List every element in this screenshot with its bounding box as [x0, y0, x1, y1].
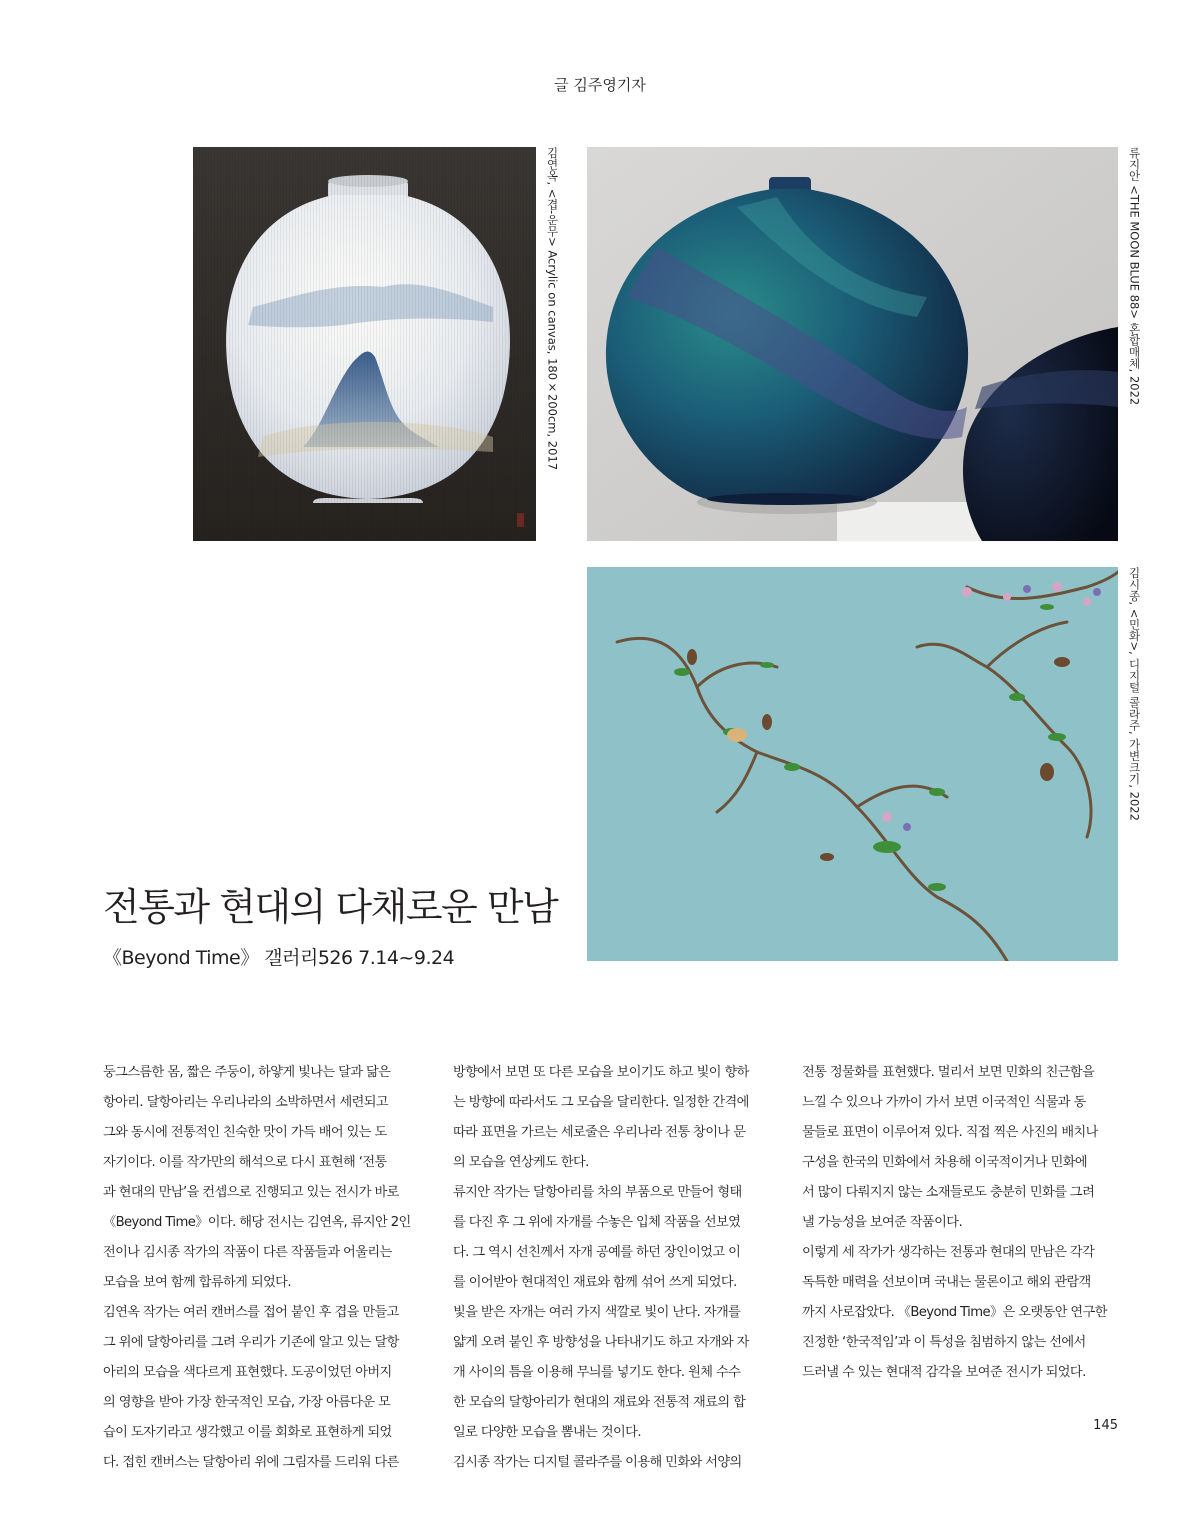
body-line: 빛을 받은 자개는 여러 가지 색깔로 빛이 난다. 자개를	[453, 1305, 741, 1320]
body-line: 의 영향을 받아 가장 한국적인 모습, 가장 아름다운 모	[103, 1395, 391, 1410]
body-line: 류지안 작가는 달항아리를 차의 부품으로 만들어 형태	[453, 1185, 742, 1200]
body-line: 드러낼 수 있는 현대적 감각을 보여준 전시가 되었다.	[802, 1365, 1086, 1380]
body-column-2	[453, 1058, 771, 1478]
body-line: 그 위에 달항아리를 그려 우리가 기존에 알고 있는 달항	[103, 1335, 399, 1350]
byline: 글 김주영기자	[554, 76, 646, 94]
body-line: 따라 표면을 가르는 세로줄은 우리나라 전통 창이나 문	[453, 1125, 746, 1140]
body-line: 자기이다. 이를 작가만의 해석으로 다시 표현해 ‘전통	[103, 1155, 387, 1170]
body-line: 다. 그 역시 선친께서 자개 공예를 하던 장인이었고 이	[453, 1245, 741, 1260]
body-line: 다. 접힌 캔버스는 달항아리 위에 그림자를 드리워 다른	[103, 1455, 399, 1470]
body-line: 구성을 한국의 민화에서 차용해 이국적이거나 민화에	[802, 1155, 1088, 1170]
body-line: 서 많이 다뤄지지 않는 소재들로도 충분히 민화를 그려	[802, 1185, 1095, 1200]
caption-artwork-3: 김시종, <민화>, 디지털 콜라주, 가변크기, 2022	[1127, 567, 1142, 821]
article-subtitle: 《Beyond Time》 갤러리526 7.14~9.24	[103, 947, 455, 969]
body-line: 아리의 모습을 색다르게 표현했다. 도공이었던 아버지	[103, 1365, 392, 1380]
body-line: 개 사이의 틈을 이용해 무늬를 넣기도 한다. 원체 수수	[453, 1365, 741, 1380]
body-line: 습이 도자기라고 생각했고 이를 회화로 표현하게 되었	[103, 1425, 392, 1440]
body-line: 《Beyond Time》이다. 해당 전시는 김연옥, 류지안 2인	[103, 1215, 411, 1230]
body-line: 낼 가능성을 보여준 작품이다.	[802, 1215, 963, 1230]
body-line: 그와 동시에 전통적인 친숙한 맛이 가득 배어 있는 도	[103, 1125, 387, 1140]
body-line: 독특한 매력을 선보이며 국내는 물론이고 해외 관람객	[802, 1275, 1091, 1290]
body-line: 까지 사로잡았다. 《Beyond Time》은 오랫동안 연구한	[802, 1305, 1107, 1320]
body-line: 의 모습을 연상케도 한다.	[453, 1155, 589, 1170]
artwork-image-minhwa-collage	[587, 567, 1118, 961]
body-line: 방향에서 보면 또 다른 모습을 보이기도 하고 빛이 향하	[453, 1065, 749, 1080]
article-title: 전통과 현대의 다채로운 만남	[103, 885, 558, 929]
artwork-image-moon-jar-painting	[193, 147, 536, 541]
body-line: 전이나 김시종 작가의 작품이 다른 작품들과 어울리는	[103, 1245, 392, 1260]
body-line: 일로 다양한 모습을 뽐내는 것이다.	[453, 1425, 641, 1440]
body-line: 를 다진 후 그 위에 자개를 수놓은 입체 작품을 선보였	[453, 1215, 741, 1230]
artwork-image-blue-moon-jar	[587, 147, 1118, 541]
body-line: 모습을 보여 함께 합류하게 되었다.	[103, 1275, 291, 1290]
body-column-3	[802, 1058, 1120, 1388]
caption-artwork-2: 류지안 <THE MOON BLUE 88> 혼합매체, 2022	[1127, 147, 1142, 406]
body-line: 진정한 ‘한국적임’과 이 특성을 침범하지 않는 선에서	[802, 1335, 1086, 1350]
body-line: 한 모습의 달항아리가 현대의 재료와 전통적 재료의 합	[453, 1395, 746, 1410]
page-number: 145	[1093, 1418, 1118, 1433]
body-line: 김시종 작가는 디지털 콜라주를 이용해 민화와 서양의	[453, 1455, 742, 1470]
body-line: 항아리. 달항아리는 우리나라의 소박하면서 세련되고	[103, 1095, 389, 1110]
body-line: 이렇게 세 작가가 생각하는 전통과 현대의 만남은 각각	[802, 1245, 1095, 1260]
body-column-1	[103, 1058, 421, 1478]
caption-artwork-1: 김연옥, <겹-운무> Acrylic on canvas, 180×200cm, 2017	[545, 147, 560, 471]
body-line: 과 현대의 만남’을 컨셉으로 진행되고 있는 전시가 바로	[103, 1185, 399, 1200]
body-line: 물들로 표면이 이루어져 있다. 직접 찍은 사진의 배치나	[802, 1125, 1098, 1140]
body-line: 얇게 오려 붙인 후 방향성을 나타내기도 하고 자개와 자	[453, 1335, 749, 1350]
body-line: 전통 정물화를 표현했다. 멀리서 보면 민화의 친근함을	[802, 1065, 1095, 1080]
body-line: 느낄 수 있으나 가까이 가서 보면 이국적인 식물과 동	[802, 1095, 1086, 1110]
body-line: 둥그스름한 몸, 짧은 주둥이, 하얗게 빛나는 달과 닮은	[103, 1065, 391, 1080]
body-line: 는 방향에 따라서도 그 모습을 달리한다. 일정한 간격에	[453, 1095, 749, 1110]
body-line: 김연옥 작가는 여러 캔버스를 접어 붙인 후 겹을 만들고	[103, 1305, 399, 1320]
body-line: 를 이어받아 현대적인 재료와 함께 섞어 쓰게 되었다.	[453, 1275, 737, 1290]
